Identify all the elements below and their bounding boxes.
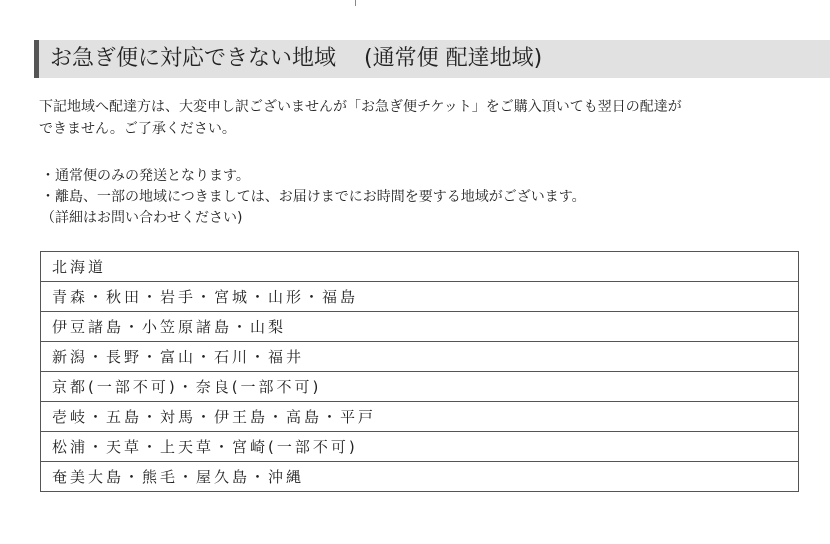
heading-title: お急ぎ便に対応できない地域 bbox=[50, 46, 337, 71]
note-contact: （詳細はお問い合わせください) bbox=[41, 210, 243, 226]
section-heading bbox=[34, 40, 830, 78]
intro-line-2: できません。ご了承ください。 bbox=[39, 121, 236, 137]
table-row bbox=[41, 462, 799, 492]
intro-paragraph bbox=[39, 96, 829, 140]
area-table bbox=[40, 251, 799, 492]
area-cell: 北海道 bbox=[41, 252, 799, 282]
heading-subtitle: (通常便 配達地域) bbox=[364, 46, 543, 71]
area-cell: 奄美大島・熊毛・屋久島・沖縄 bbox=[41, 462, 799, 492]
section-heading-text bbox=[50, 45, 542, 73]
table-row bbox=[41, 372, 799, 402]
divider bbox=[355, 0, 356, 6]
intro-line-1: 下記地域へ配達方は、大変申し訳ございませんが「お急ぎ便チケット」をご購入頂いても翌日の配達が bbox=[39, 99, 682, 115]
table-row bbox=[41, 282, 799, 312]
area-cell: 青森・秋田・岩手・宮城・山形・福島 bbox=[41, 282, 799, 312]
table-row bbox=[41, 432, 799, 462]
notes-list bbox=[41, 166, 821, 229]
table-row bbox=[41, 252, 799, 282]
table-row bbox=[41, 312, 799, 342]
area-cell: 松浦・天草・上天草・宮崎(一部不可) bbox=[41, 432, 799, 462]
area-cell: 壱岐・五島・対馬・伊王島・高島・平戸 bbox=[41, 402, 799, 432]
note-standard-only: ・通常便のみの発送となります。 bbox=[41, 168, 250, 184]
note-remote-islands: ・離島、一部の地域につきましては、お届けまでにお時間を要する地域がございます。 bbox=[41, 189, 586, 205]
area-cell: 伊豆諸島・小笠原諸島・山梨 bbox=[41, 312, 799, 342]
area-cell: 新潟・長野・富山・石川・福井 bbox=[41, 342, 799, 372]
table-row bbox=[41, 342, 799, 372]
table-row bbox=[41, 402, 799, 432]
area-cell: 京都(一部不可)・奈良(一部不可) bbox=[41, 372, 799, 402]
